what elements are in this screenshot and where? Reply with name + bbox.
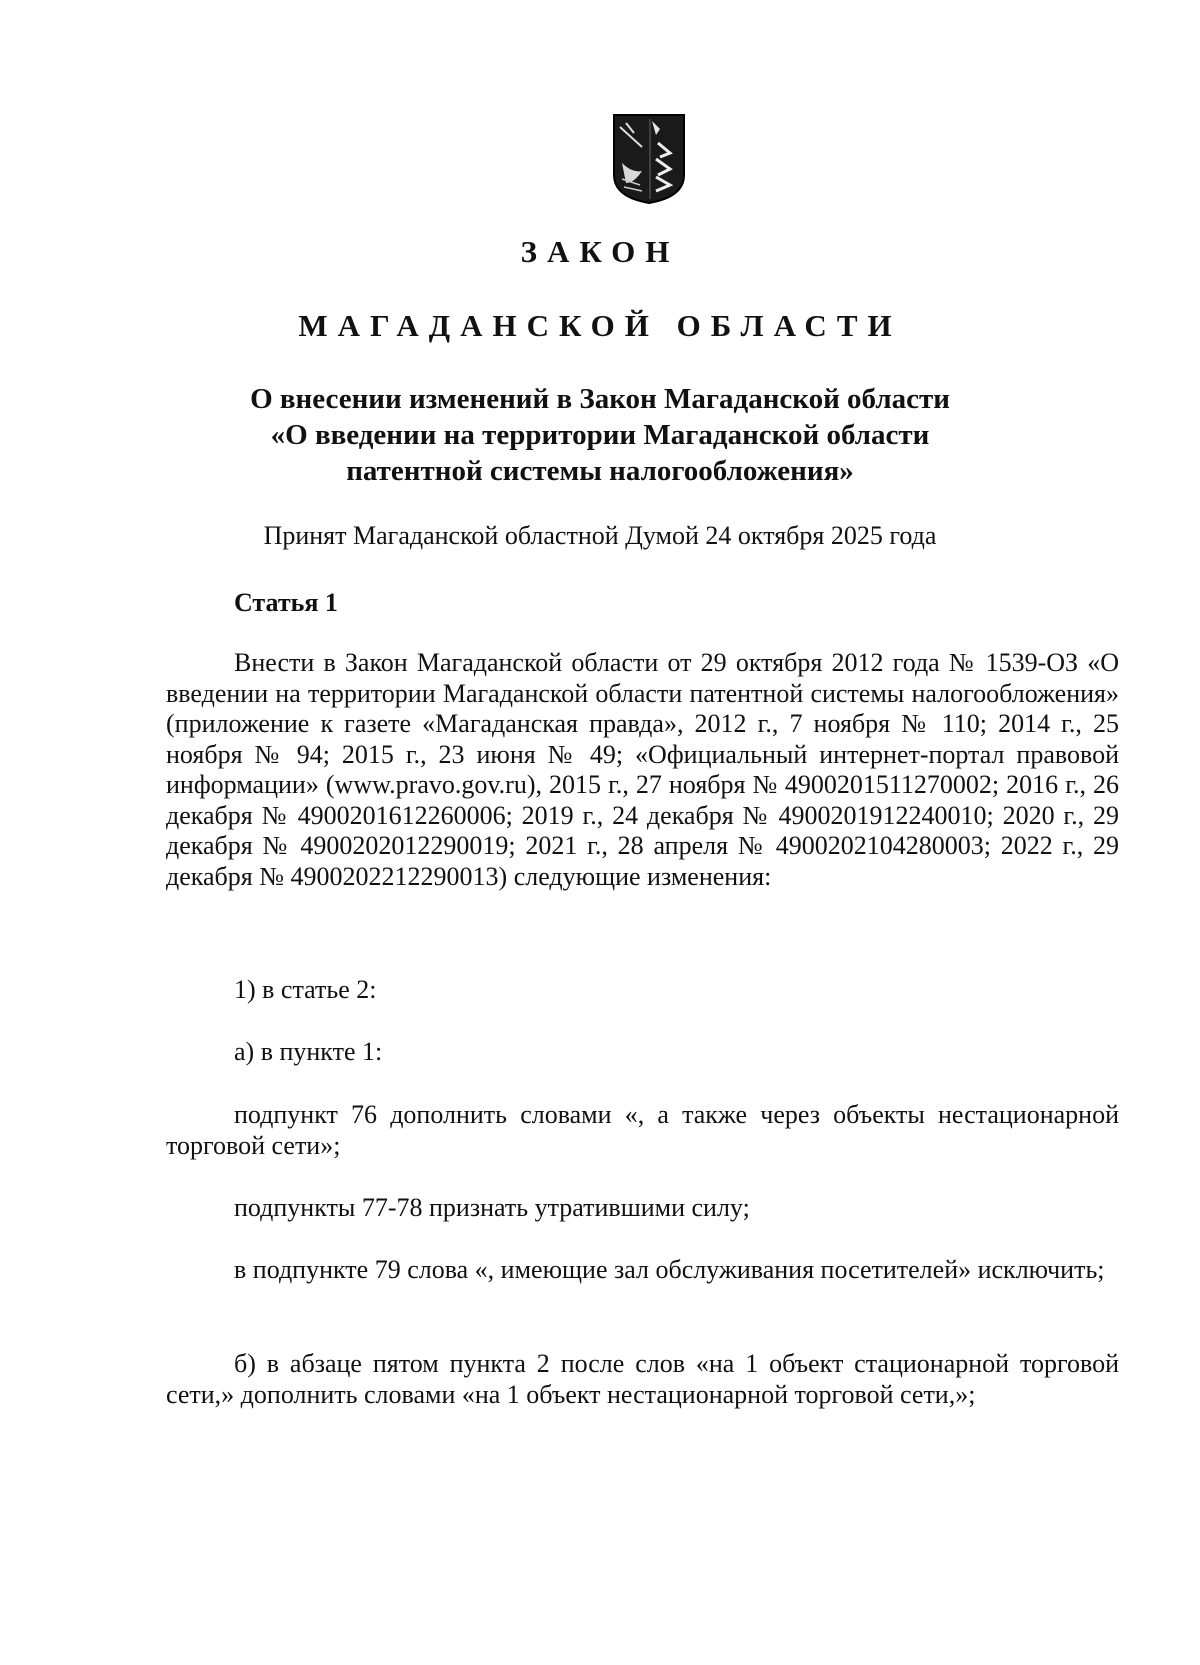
document-title: ЗАКОН xyxy=(520,234,680,269)
paragraph-item-a: а) в пункте 1: xyxy=(234,1037,383,1066)
paragraph-subitem-77-78: подпункты 77-78 признать утратившими силу; xyxy=(234,1193,750,1222)
paragraph-intro: Внести в Закон Магаданской области от 29 октября 2012 года № 1539-ОЗ «О введении на территории Магаданской области патентной системы налогообложения» (приложение к газете «Магаданская правда», 2012 г., 7 ноября № 110; 2014 г., 25 ноября № 94; 2015 г., 23 июня № 49; «Официальный интернет-портал правовой информации» (www.pravo.gov.ru), 2015 г., 27 ноября № 4900201511270002; 2016 г., 26 декабря № 4900201612260006; 2019 г., 24 декабря № 4900201912240010; 2020 г., 29 декабря № 4900202012290019; 2021 г., 28 апреля № 4900202104280003; 2022 г., 29 декабря № 4900202212290013) следующие изменения: xyxy=(166,648,1119,891)
article-heading: Статья 1 xyxy=(234,588,338,617)
paragraph-subitem-79: в подпункте 79 слова «, имеющие зал обслуживания посетителей» исключить; xyxy=(234,1255,1105,1284)
paragraph-item-1: 1) в статье 2: xyxy=(234,975,377,1004)
adoption-note: Принят Магаданской областной Думой 24 октября 2025 года xyxy=(263,521,937,550)
paragraph-item-b: б) в абзаце пятом пункта 2 после слов «на 1 объект стационарной торговой сети,» дополнить словами «на 1 объект нестационарной торговой сети,»; xyxy=(166,1349,1119,1409)
paragraph-subitem-76: подпункт 76 дополнить словами «, а также через объекты нестационарной торговой сети»; xyxy=(166,1100,1119,1160)
subject-line: патентной системы налогообложения» xyxy=(346,455,854,487)
coat-of-arms-icon xyxy=(612,113,686,205)
document-subject xyxy=(150,381,1050,489)
document-region: МАГАДАНСКОЙ ОБЛАСТИ xyxy=(298,308,902,343)
subject-line: «О введении на территории Магаданской области xyxy=(270,419,930,451)
subject-line: О внесении изменений в Закон Магаданской области xyxy=(250,383,950,415)
